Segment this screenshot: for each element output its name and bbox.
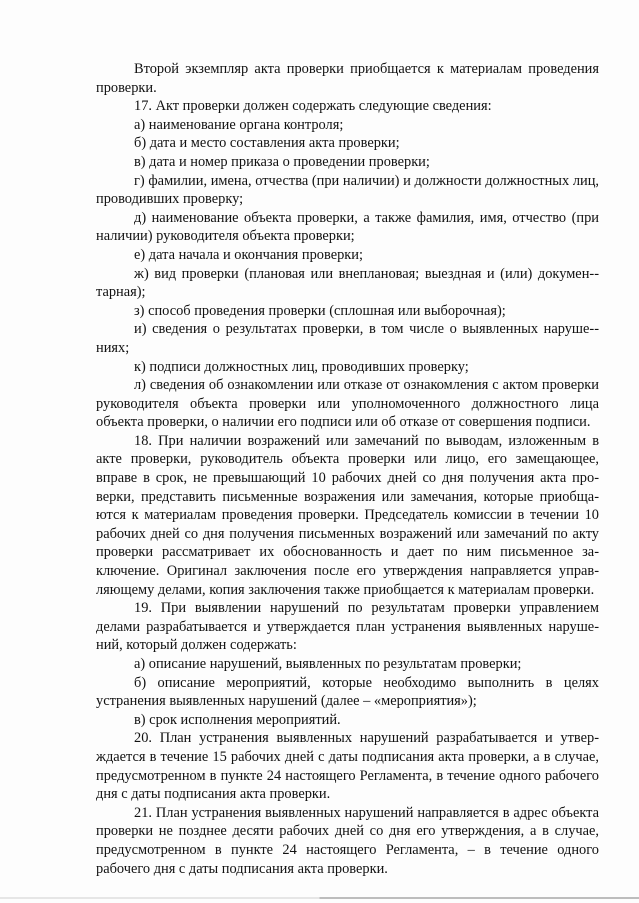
paragraph: д) наименование объекта проверки, а также фамилия, имя, отчество (при наличии) руководителя объекта проверки; bbox=[96, 209, 599, 245]
paragraph: л) сведения об ознакомлении или отказе от ознакомления с актом проверки руководителя объекта проверки или уполномоченного должностного лица объекта проверки, о наличии его подписи или об отказе от совершения подписи. bbox=[96, 377, 599, 431]
paragraph: е) дата начала и окончания проверки; bbox=[134, 246, 363, 263]
paragraph: в) срок исполнения мероприятий. bbox=[134, 711, 341, 728]
paragraph: 19. При выявлении нарушений по результатам проверки управлением делами разрабатывается и утверждается план устранения выявленных нарушений, который должен содержать: bbox=[96, 600, 599, 654]
paragraph: 21. План устранения выявленных нарушений направляется в адрес объекта проверки не позднее десяти рабочих дней со дня его утверждения, а в случае, предусмотренном в пункте 24 настоящего Регламента, – в течение одного рабочего дня с даты подписания акта проверки. bbox=[96, 804, 599, 877]
paragraph: 17. Акт проверки должен содержать следующие сведения: bbox=[134, 98, 492, 115]
paragraph: а) описание нарушений, выявленных по результатам проверки; bbox=[134, 656, 522, 672]
paragraph: г) фамилии, имена, отчества (при наличии) и должности должностных лиц, проводивших проверку; bbox=[96, 172, 599, 208]
paragraph: а) наименование органа контроля; bbox=[134, 116, 344, 133]
paragraph: в) дата и номер приказа о проведении проверки; bbox=[134, 153, 430, 170]
document-body bbox=[96, 60, 599, 878]
scan-edge-line bbox=[0, 897, 639, 899]
paragraph: ж) вид проверки (плановая или внеплановая; выездная и (или) докумен-тарная); bbox=[96, 265, 599, 301]
paragraph: 20. План устранения выявленных нарушений разрабатывается и утверждается в течение 15 рабочих дней с даты подписания акта проверки, а в случае, предусмотренном в пункте 24 настоящего Регламента, в течение одного рабочего дня с даты подписания акта проверки. bbox=[96, 730, 599, 803]
paragraph: Второй экземпляр акта проверки приобщается к материалам проведения проверки. bbox=[96, 61, 599, 96]
paragraph: к) подписи должностных лиц, проводивших проверку; bbox=[134, 358, 469, 375]
paragraph: б) описание мероприятий, которые необходимо выполнить в целях устранения выявленных нарушений (далее – «мероприятия»); bbox=[96, 674, 599, 710]
paragraph: и) сведения о результатах проверки, в том числе о выявленных наруше-ниях; bbox=[96, 321, 599, 356]
paragraph: 18. При наличии возражений или замечаний по выводам, изложенным в акте проверки, руководитель объекта проверки или лицо, его замещающее, вправе в срок, не превышающий 10 рабочих дней со дня получения акта проверки, представить письменные возражения или замечания, которые приобщаются к материалам проведения проверки. Председатель комиссии в течении 10 рабочих дней со дня получения письменных возражений или замечаний по акту проверки рассматривает их обоснованность и дает по ним письменное заключение. Оригинал заключения после его утверждения направляется управляющему делами, копия заключения также приобщается к материалам проверки. bbox=[96, 432, 599, 598]
paragraph: з) способ проведения проверки (сплошная или выборочная); bbox=[134, 302, 506, 319]
paragraph: б) дата и место составления акта проверки; bbox=[134, 135, 400, 152]
